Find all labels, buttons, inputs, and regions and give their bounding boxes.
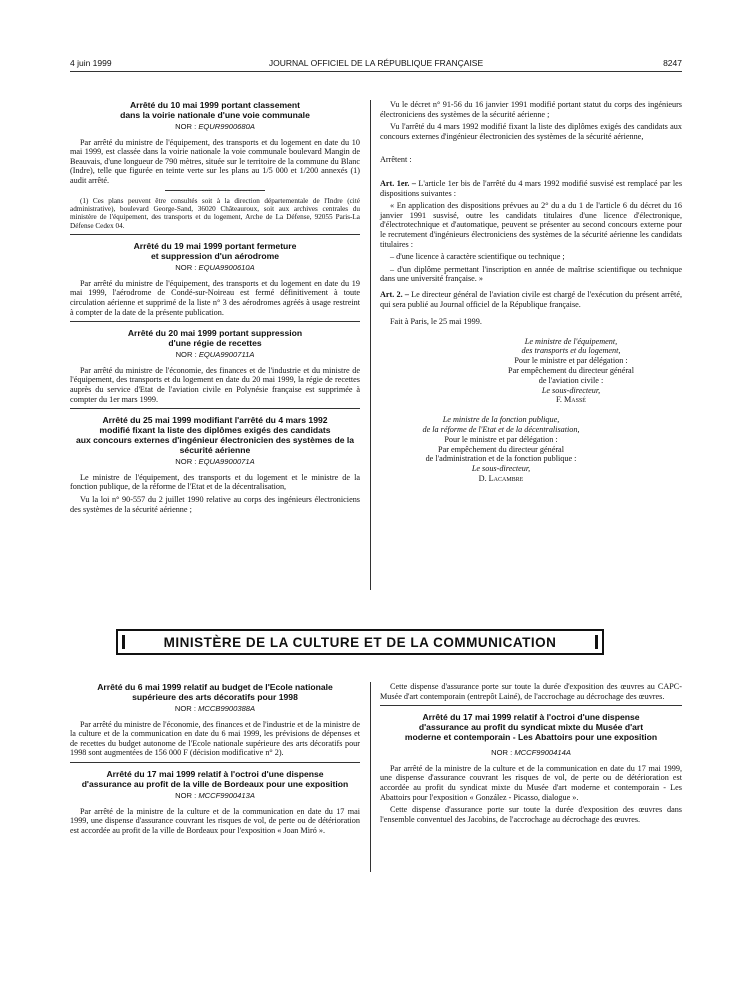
decree-5 [70, 682, 360, 758]
nor-reference: NOR : MCCF9900414A [491, 748, 571, 758]
dash-item: – d'une licence à caractère scientifique ou technique ; [390, 252, 565, 262]
header-date: 4 juin 1999 [70, 58, 112, 68]
fait-a: Fait à Paris, le 25 mai 1999. [390, 317, 482, 327]
divider [70, 234, 360, 235]
nor-reference: NOR : EQUR9900680A [175, 122, 255, 131]
nor-reference: NOR : EQUA9900610A [175, 263, 255, 273]
decree-body: Par arrêté du ministre de l'économie, des finances et de l'industrie et de la ministre de la culture et de la communication en date du 6 mai 1999, les prévisions de dépenses et de recettes du budget autonome de l'Ecole nationale supérieure des arts décoratifs pour 1998 sont augmentées de 156 000 F (décision modificative n° 2). [70, 719, 360, 758]
decree-body: Par arrêté du ministre de l'équipement, des transports et du logement en date du 19 mai 1999, l'aérodrome de Condé-sur-Noireau est fermé définitivement à toute circulation aérienne et supprimé de la liste n° 3 des aérodromes agréés à usage restreint à compter de la date de la présente publication. [70, 278, 360, 317]
footnote-rule [165, 190, 265, 191]
visa-paragraph: Vu l'arrêté du 4 mars 1992 modifié fixant la liste des diplômes exigés des candidats aux concours externes d'ingénieur électronicien des systèmes de la sécurité aérienne, [380, 122, 682, 141]
header-rule [70, 71, 682, 72]
decree-title: Arrêté du 17 mai 1999 relatif à l'octroi d'une dispense d'assurance au profit de la ville de Bordeaux pour une exposition [81, 768, 349, 789]
arretent: Arrêtent : [380, 155, 412, 165]
visa-paragraph: Vu le décret n° 91-56 du 16 janvier 1991 modifié portant statut du corps des ingénieurs électroniciens des systèmes de la sécurité aérienne ; [380, 100, 682, 119]
left-column [70, 100, 360, 517]
decree-body: Par arrêté de la ministre de la culture et de la communication en date du 17 mai 1999, une dispense d'assurance couvrant les risques de vol, de perte ou de détérioration est accordée au profit du syndicat mixte du Musée d'art moderne et contemporain - Les Abattoirs pour l'exposition « González - Picasso, dialogue ». [380, 763, 682, 802]
decree-body: Cette dispense d'assurance porte sur toute la durée d'exposition des œuvres au CAPC-Musée d'art contemporain (entrepôt Lainé), de l'accrochage au décrochage des œuvres. [380, 682, 682, 701]
divider [70, 408, 360, 409]
nor-reference: NOR : MCCB9900388A [174, 704, 256, 713]
header-journal: JOURNAL OFFICIEL DE LA RÉPUBLIQUE FRANÇAISE [268, 58, 484, 68]
bottom-left-column [70, 682, 360, 838]
decree-body: Cette dispense d'assurance porte sur toute la durée d'exposition des œuvres dans l'ensemble conventuel des Jacobins, de l'accrochage au décrochage des œuvres. [380, 805, 682, 824]
decree-body: Par arrêté du ministre de l'économie, des finances et de l'industrie et du ministre de l'équipement, des transports et du logement en date du 20 mai 1999, la régie de recettes auprès du service d'Etat de l'aviation civile en Polynésie française est supprimée à compter du 1er mars 1999. [70, 365, 360, 404]
divider [70, 321, 360, 322]
nor-reference: NOR : EQUA9900071A [175, 457, 255, 467]
ministry-banner: MINISTÈRE DE LA CULTURE ET DE LA COMMUNICATION [116, 629, 604, 655]
article-1: Art. 1er. – L'article 1er bis de l'arrêté du 4 mars 1992 modifié susvisé est remplacé par les dispositions suivantes : [380, 178, 683, 198]
decree-body: Vu la loi n° 90-557 du 2 juillet 1990 relative au corps des ingénieurs électroniciens des systèmes de la sécurité aérienne ; [70, 494, 360, 514]
column-divider [370, 100, 371, 590]
signature-block-1: Le ministre de l'équipement, des transports et du logement, Pour le ministre et par délégation : Par empêchement du directeur général de l'aviation civile : Le sous-directeur, F. Massé [508, 336, 634, 405]
article-2: Art. 2. – Le directeur général de l'aviation civile est chargé de l'exécution du présent arrêté, qui sera publié au Journal officiel de la République française. [380, 289, 683, 309]
decree-6 [70, 769, 360, 835]
nor-reference: NOR : MCCF9900413A [175, 790, 255, 800]
decree-4 [70, 415, 360, 514]
decree-title: Arrêté du 17 mai 1999 relatif à l'octroi d'une dispense d'assurance au profit du syndicat mixte du Musée d'art moderne et contemporain - Les Abattoirs pour une exposition [404, 712, 658, 743]
signature-block-2: Le ministre de la fonction publique, de la réforme de l'Etat et de la décentralisation, Pour le ministre et par délégation : Par empêchement du directeur général de l'administration et de la fonction publique : Le sous-directeur, D. Lacambre [422, 415, 580, 484]
bottom-right-column [380, 682, 682, 827]
decree-body: Le ministre de l'équipement, des transports et du logement et le ministre de la fonction publique, de la réforme de l'Etat et de la décentralisation, [70, 472, 360, 492]
right-column [380, 100, 682, 484]
nor-reference: NOR : EQUA9900711A [175, 350, 255, 360]
footnote: (1) Ces plans peuvent être consultés soit à la direction départementale de l'Indre (cité administrative), boulevard George-Sand, 36020 Châteauroux, soit aux archives centrales du ministère de l'équipement, des transports et du logement, Arche de La Défense, 92055 Paris-La Défense Cedex 04. [70, 196, 360, 230]
decree-body: Par arrêté du ministre de l'équipement, des transports et du logement en date du 10 mai 1999, est classée dans la voirie nationale la voie communale boulevard Mangin de Beauvais, d'une longueur de 790 mètres, située sur le territoire de la commune du Blanc (Indre), telle que figurée en teinte verte sur les plans au 1/5 000 et 1/200 annexés (1) audit arrêté. [70, 137, 360, 185]
decree-title: Arrêté du 19 mai 1999 portant fermeture et suppression d'un aérodrome [133, 241, 297, 262]
dash-item: – d'un diplôme permettant l'inscription en année de maîtrise scientifique ou technique dans une université française. » [380, 264, 682, 284]
decree-title: Arrêté du 10 mai 1999 portant classement dans la voirie nationale d'une voie communale [120, 100, 310, 120]
header-page: 8247 [663, 58, 682, 68]
quoted-text: « En application des dispositions prévues au 2° du a du 1 de l'article 6 du décret du 16 janvier 1991 susvisé, outre les candidats titulaires d'une licence d'électronique, d'électrotechnique et d'automatique, peuvent se présenter au second concours externe pour le recrutement d'ingénieurs électroniciens des systèmes de la sécurité aérienne les candidats titulaires : [380, 201, 682, 249]
decree-2 [70, 241, 360, 317]
column-divider [370, 682, 371, 872]
divider [70, 762, 360, 763]
decree-3 [70, 328, 360, 404]
decree-title: Arrêté du 25 mai 1999 modifiant l'arrêté du 4 mars 1992 modifié fixant la liste des diplômes exigés des candidats aux concours externes d'ingénieur électronicien des systèmes de la sécurité aérienne [75, 415, 355, 456]
decree-title: Arrêté du 6 mai 1999 relatif au budget de l'Ecole nationale supérieure des arts décoratifs pour 1998 [97, 682, 333, 702]
decree-7 [380, 712, 682, 824]
divider [380, 705, 682, 706]
decree-title: Arrêté du 20 mai 1999 portant suppression d'une régie de recettes [127, 328, 303, 349]
decree-body: Par arrêté de la ministre de la culture et de la communication en date du 17 mai 1999, une dispense d'assurance couvrant les risques de vol, de perte ou de détérioration est accordée au profit de la ville de Bordeaux pour l'exposition « Joan Miró ». [70, 806, 360, 835]
decree-1 [70, 100, 360, 230]
